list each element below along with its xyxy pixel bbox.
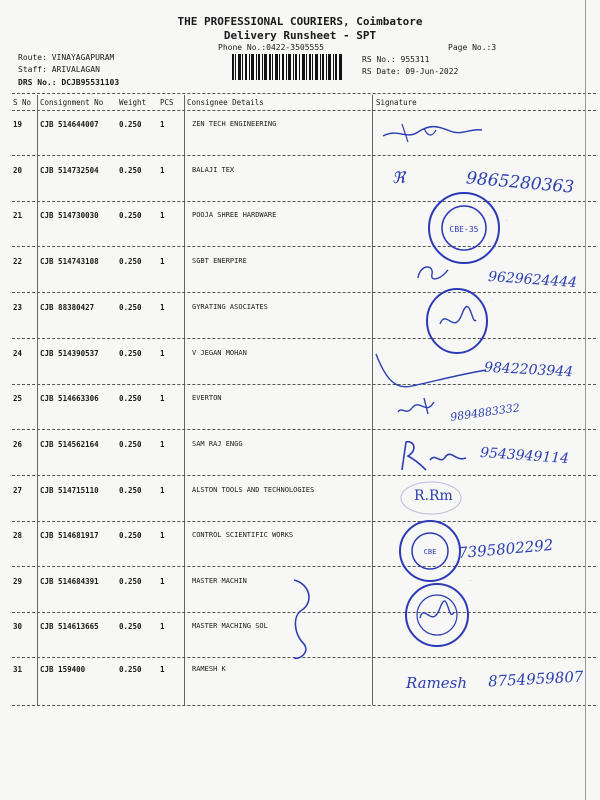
row-rule <box>12 521 596 522</box>
header-top-rule <box>12 93 596 94</box>
row-sno: 31 <box>13 665 23 674</box>
signature-scribble <box>378 118 488 148</box>
row-pcs: 1 <box>160 531 165 540</box>
row-sno: 19 <box>13 120 23 129</box>
table-row <box>0 394 600 440</box>
row-weight: 0.250 <box>119 394 142 403</box>
header-bottom-rule <box>12 110 596 111</box>
staff-label: Staff: ARIVALAGAN <box>18 65 100 74</box>
row-rule <box>12 384 596 385</box>
stamp-text <box>476 610 477 611</box>
row-consignee: ALSTON TOOLS AND TECHNOLOGIES <box>192 486 315 494</box>
column-header-consignment: Consignment No <box>40 98 104 107</box>
row-consignee: CONTROL SCIENTIFIC WORKS <box>192 531 294 539</box>
svg-text:CBE-35: CBE-35 <box>449 225 479 234</box>
handwritten-phone: 9629624444 <box>487 268 578 292</box>
row-rule <box>12 475 596 476</box>
table-bottom-rule <box>12 705 596 706</box>
signature-scribble <box>414 260 454 284</box>
stamp-icon <box>396 518 464 584</box>
handwritten-phone: 9865280363 <box>465 168 575 198</box>
row-weight: 0.250 <box>119 486 142 495</box>
row-consignee: GYRATING ASOCIATES <box>192 303 268 311</box>
row-consignment: CJB 514562164 <box>40 440 99 449</box>
signature-scribble <box>372 350 492 394</box>
document-subtitle: Delivery Runsheet - SPT <box>223 29 377 42</box>
row-pcs: 1 <box>160 349 165 358</box>
row-pcs: 1 <box>160 665 165 674</box>
row-pcs: 1 <box>160 303 165 312</box>
handwritten-initials: R.Rm <box>414 488 453 504</box>
row-pcs: 1 <box>160 622 165 631</box>
row-consignment: CJB 514684391 <box>40 577 99 586</box>
row-consignment: CJB 514730030 <box>40 211 99 220</box>
row-rule <box>12 292 596 293</box>
column-header-consignee: Consignee Details <box>187 98 264 107</box>
row-rule <box>12 566 596 567</box>
svg-text:CBE: CBE <box>423 548 437 556</box>
row-sno: 24 <box>13 349 23 358</box>
row-pcs: 1 <box>160 577 165 586</box>
row-rule <box>12 246 596 247</box>
handwritten-name: Ramesh <box>406 674 468 692</box>
row-consignee: V JEGAN MOHAN <box>192 349 247 357</box>
document-title: THE PROFESSIONAL COURIERS, Coimbatore <box>177 15 423 28</box>
stamp-icon <box>402 582 472 648</box>
barcode-icon <box>232 54 342 80</box>
row-weight: 0.250 <box>119 349 142 358</box>
row-weight: 0.250 <box>119 531 142 540</box>
stamp-icon <box>424 286 490 356</box>
row-sno: 26 <box>13 440 23 449</box>
row-sno: 29 <box>13 577 23 586</box>
row-consignee: ZEN TECH ENGINEERING <box>192 120 277 128</box>
row-consignee: BALAJI TEX <box>192 166 235 174</box>
stamp-icon <box>426 190 502 266</box>
column-header-signature: Signature <box>376 98 417 107</box>
signature-scribble <box>396 436 476 476</box>
row-weight: 0.250 <box>119 166 142 175</box>
row-sno: 21 <box>13 211 23 220</box>
row-rule <box>12 201 596 202</box>
handwritten-phone: 9842203944 <box>483 359 574 381</box>
row-sno: 28 <box>13 531 23 540</box>
row-weight: 0.250 <box>119 440 142 449</box>
row-sno: 23 <box>13 303 23 312</box>
row-rule <box>12 155 596 156</box>
row-sno: 25 <box>13 394 23 403</box>
row-sno: 27 <box>13 486 23 495</box>
row-weight: 0.250 <box>119 622 142 631</box>
stamp-text <box>470 580 471 581</box>
handwritten-phone: 9894883332 <box>449 401 521 424</box>
row-pcs: 1 <box>160 120 165 129</box>
table-row <box>0 120 600 166</box>
stamp-text <box>506 220 507 221</box>
rs-date: RS Date: 09-Jun-2022 <box>362 67 459 76</box>
row-consignee: MASTER MACHING SOL <box>192 622 268 630</box>
row-weight: 0.250 <box>119 577 142 586</box>
row-weight: 0.250 <box>119 120 142 129</box>
signature-scribble <box>394 392 454 422</box>
row-consignee: RAMESH K <box>192 665 226 673</box>
handwritten-phone: 9543949114 <box>479 444 570 468</box>
rs-number: RS No.: 955311 <box>362 55 430 64</box>
column-header-pcs: PCS <box>160 98 174 107</box>
row-sno: 30 <box>13 622 23 631</box>
row-consignee: MASTER MACHIN <box>192 577 247 585</box>
row-rule <box>12 429 596 430</box>
row-pcs: 1 <box>160 394 165 403</box>
row-consignee: POOJA SHREE HARDWARE <box>192 211 277 219</box>
page-number: Page No.:3 <box>448 43 497 52</box>
drs-number: DRS No.: DCJB95531103 <box>18 78 120 87</box>
row-pcs: 1 <box>160 440 165 449</box>
row-weight: 0.250 <box>119 665 142 674</box>
table-row <box>0 211 600 257</box>
row-consignment: CJB 514732504 <box>40 166 99 175</box>
row-sno: 20 <box>13 166 23 175</box>
row-pcs: 1 <box>160 257 165 266</box>
route-label: Route: VINAYAGAPURAM <box>18 53 115 62</box>
row-consignment: CJB 514743108 <box>40 257 99 266</box>
row-consignment: CJB 514613665 <box>40 622 99 631</box>
signature-scribble <box>284 574 324 664</box>
row-consignee: EVERTON <box>192 394 222 402</box>
row-pcs: 1 <box>160 211 165 220</box>
row-weight: 0.250 <box>119 257 142 266</box>
row-consignee: SAM RAJ ENGG <box>192 440 243 448</box>
row-weight: 0.250 <box>119 211 142 220</box>
table-row <box>0 486 600 532</box>
row-pcs: 1 <box>160 486 165 495</box>
row-consignment: CJB 514390537 <box>40 349 99 358</box>
row-consignment: CJB 514663306 <box>40 394 99 403</box>
column-header-weight: Weight <box>119 98 147 107</box>
row-consignment: CJB 88380427 <box>40 303 95 312</box>
row-sno: 22 <box>13 257 23 266</box>
table-row <box>0 303 600 349</box>
row-consignee: SGBT ENERPIRE <box>192 257 247 265</box>
page-edge <box>585 0 586 800</box>
handwritten-phone: 7395802292 <box>457 535 555 563</box>
row-consignment: CJB 514644007 <box>40 120 99 129</box>
handwritten-phone: 8754959807 <box>487 667 584 691</box>
row-consignment: CJB 514681917 <box>40 531 99 540</box>
row-consignment: CJB 514715110 <box>40 486 99 495</box>
stamp-text <box>492 300 493 301</box>
row-rule <box>12 338 596 339</box>
row-weight: 0.250 <box>119 303 142 312</box>
stamp-icon <box>396 478 466 518</box>
row-consignment: CJB 159400 <box>40 665 86 674</box>
handwritten-mark: ℜ <box>392 168 406 187</box>
phone-number: Phone No.:0422-3505555 <box>218 43 324 52</box>
row-pcs: 1 <box>160 166 165 175</box>
column-header-sno: S No <box>13 98 32 107</box>
